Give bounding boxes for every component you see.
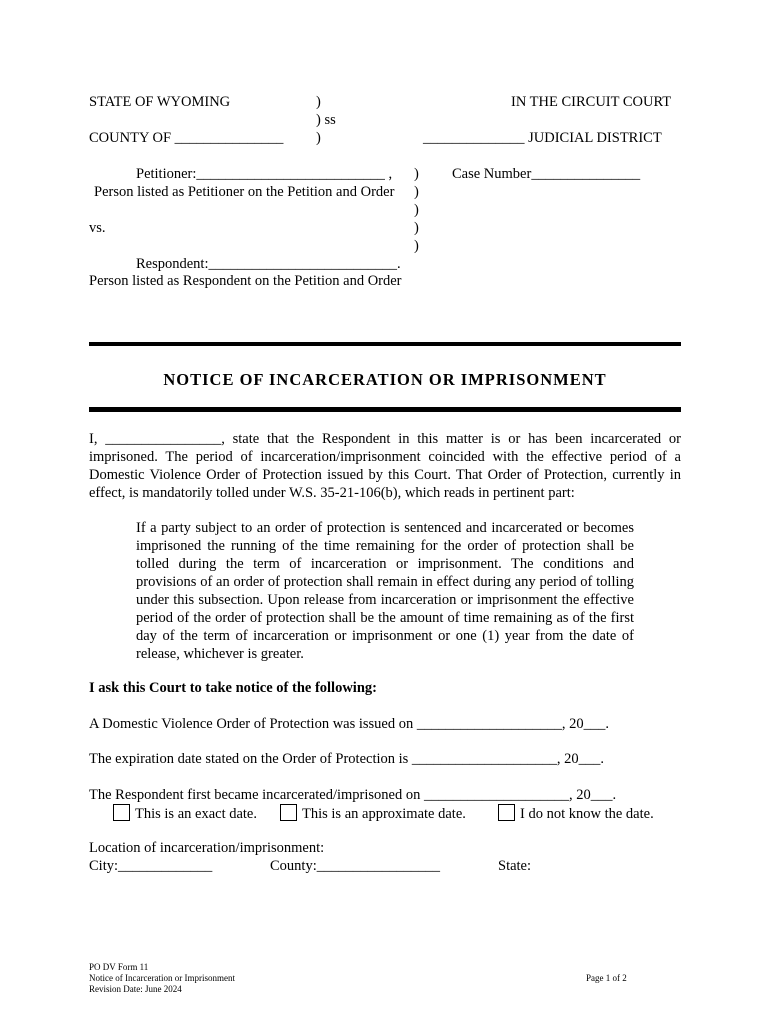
issued-date-line[interactable]: A Domestic Violence Order of Protection was issued on ____________________, 20___. xyxy=(89,716,609,732)
caption-paren: ) xyxy=(414,166,419,182)
state-location-field[interactable]: State: xyxy=(498,858,532,874)
vs-label: vs. xyxy=(89,220,106,236)
caption-paren: ) xyxy=(316,94,321,110)
footer-revision: Revision Date: June 2024 xyxy=(89,984,182,994)
approximate-date-label: This is an approximate date. xyxy=(302,806,466,822)
checkbox-icon[interactable] xyxy=(280,804,297,821)
respondent-field[interactable]: Respondent:__________________________. xyxy=(136,256,401,272)
court-label: IN THE CIRCUIT COURT xyxy=(511,94,672,110)
county-location-field[interactable]: County:_________________ xyxy=(270,858,440,874)
incarceration-date-line[interactable]: The Respondent first became incarcerated/imprisoned on ____________________, 20___. xyxy=(89,787,617,803)
caption-paren: ) xyxy=(414,238,419,254)
caption-paren: ) xyxy=(414,220,419,236)
exact-date-label: This is an exact date. xyxy=(135,806,257,822)
petitioner-field[interactable]: Petitioner:__________________________ , xyxy=(136,166,393,182)
page-number: Page 1 of 2 xyxy=(586,973,627,983)
ss-label: ) ss xyxy=(316,112,336,128)
county-field[interactable]: COUNTY OF _______________ xyxy=(89,130,284,146)
ask-heading: I ask this Court to take notice of the following: xyxy=(89,680,377,696)
title-rule-top xyxy=(89,342,681,346)
checkbox-icon[interactable] xyxy=(113,804,130,821)
title-rule-bottom xyxy=(89,407,681,412)
footer-form-name: Notice of Incarceration or Imprisonment xyxy=(89,973,235,983)
caption-paren: ) xyxy=(414,184,419,200)
respondent-description: Person listed as Respondent on the Petition and Order xyxy=(89,273,402,289)
intro-paragraph: I, ________________, state that the Respondent in this matter is or has been incarcerated or imprisoned. The period of incarceration/imprisonment coincided with the effective period of a Domestic Violence Order of Protection issued by this Court. That Order of Protection, currently in effect, is mandatorily tolled under W.S. 35-21-106(b), which reads in pertinent part: xyxy=(89,431,681,501)
state-label: STATE OF WYOMING xyxy=(89,94,231,110)
caption-paren: ) xyxy=(414,202,419,218)
unknown-date-label: I do not know the date. xyxy=(520,806,654,822)
checkbox-icon[interactable] xyxy=(498,804,515,821)
statute-quote: If a party subject to an order of protection is sentenced and incarcerated or becomes imprisoned the running of the time remaining for the order of protection shall be tolled during the term of incarceration or imprisonment. The conditions and provisions of an order of protection shall remain in effect during any period of tolling under this subsection. Upon release from incarceration or imprisonment the effective period of the order of protection shall be the amount of time remaining as of the first day of the term of incarceration or imprisonment or one (1) year from the date of release, whichever is greater. xyxy=(136,520,634,662)
case-number-field[interactable]: Case Number_______________ xyxy=(452,166,641,182)
expiration-date-line[interactable]: The expiration date stated on the Order of Protection is ____________________, 20___. xyxy=(89,751,605,767)
document-title: NOTICE OF INCARCERATION OR IMPRISONMENT xyxy=(163,370,607,389)
approximate-date-option[interactable] xyxy=(280,804,466,823)
district-field[interactable]: ______________ JUDICIAL DISTRICT xyxy=(423,130,662,146)
footer-form-id: PO DV Form 11 xyxy=(89,962,149,972)
caption-paren: ) xyxy=(316,130,321,146)
city-field[interactable]: City:_____________ xyxy=(89,858,213,874)
petitioner-description: Person listed as Petitioner on the Petition and Order xyxy=(94,184,395,200)
exact-date-option[interactable] xyxy=(113,804,257,823)
location-label: Location of incarceration/imprisonment: xyxy=(89,840,325,856)
unknown-date-option[interactable] xyxy=(498,804,654,823)
